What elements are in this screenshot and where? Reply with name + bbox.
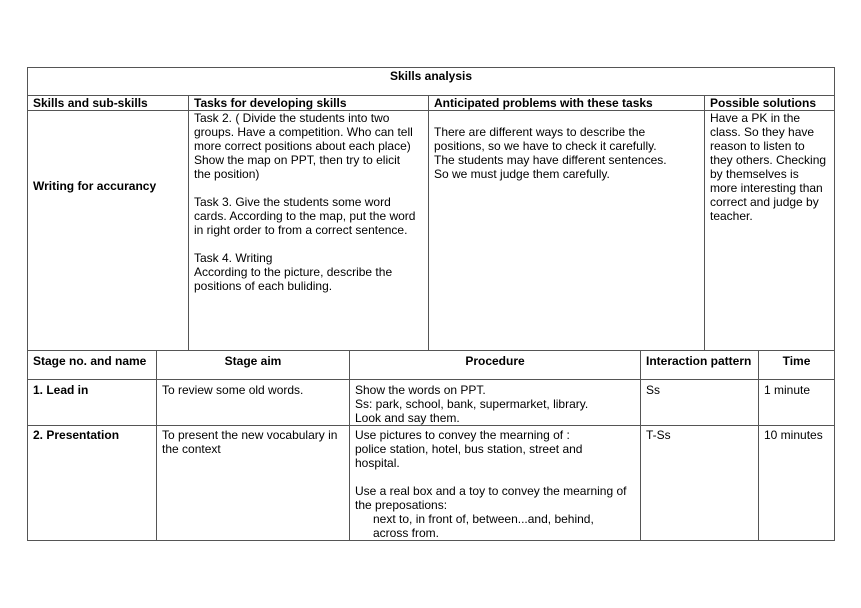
problems-cell bbox=[429, 111, 705, 351]
skills-analysis-title: Skills analysis bbox=[28, 68, 835, 96]
stage-name: 1. Lead in bbox=[28, 380, 157, 426]
task2-line: the position) bbox=[194, 167, 260, 181]
table-row bbox=[28, 380, 835, 426]
problem-line: positions, so we have to check it carefully. bbox=[434, 139, 657, 153]
stage-interaction: T-Ss bbox=[641, 426, 759, 541]
solution-line: by themselves is bbox=[710, 167, 799, 181]
procedure-line: across from. bbox=[373, 526, 440, 540]
stage-header-procedure: Procedure bbox=[350, 351, 641, 380]
stage-header-time: Time bbox=[759, 351, 835, 380]
stage-header-aim: Stage aim bbox=[157, 351, 350, 380]
task2-line: Task 2. ( Divide the students into two bbox=[194, 111, 390, 125]
stage-header-interaction: Interaction pattern bbox=[641, 351, 759, 380]
aim-line: To review some old words. bbox=[162, 383, 304, 397]
solution-line: they others. Checking bbox=[710, 153, 827, 167]
procedure-line: police station, hotel, bus station, street and bbox=[355, 442, 583, 456]
problem-line: The students may have different sentences. bbox=[434, 153, 667, 167]
task3-line: cards. According to the map, put the word bbox=[194, 209, 416, 223]
aim-line: To present the new vocabulary in bbox=[162, 428, 338, 442]
header-tasks: Tasks for developing skills bbox=[189, 96, 429, 111]
stage-name: 2. Presentation bbox=[28, 426, 157, 541]
stage-header-name: Stage no. and name bbox=[28, 351, 157, 380]
skills-analysis-table bbox=[27, 67, 835, 351]
procedure-line: Look and say them. bbox=[355, 411, 460, 425]
solutions-cell bbox=[705, 111, 835, 351]
problem-line: So we must judge them carefully. bbox=[434, 167, 610, 181]
solution-line: reason to listen to bbox=[710, 139, 805, 153]
header-solutions: Possible solutions bbox=[705, 96, 835, 111]
table-row bbox=[28, 426, 835, 541]
header-skills: Skills and sub-skills bbox=[28, 96, 189, 111]
task4-line: According to the picture, describe the bbox=[194, 265, 393, 279]
procedure-line: Use a real box and a toy to convey the mearning of bbox=[355, 484, 627, 498]
task2-line: groups. Have a competition. Who can tell bbox=[194, 125, 413, 139]
procedure-line: hospital. bbox=[355, 456, 400, 470]
task4-line: positions of each buliding. bbox=[194, 279, 333, 293]
procedure-line: Ss: park, school, bank, supermarket, library. bbox=[355, 397, 589, 411]
problem-line: There are different ways to describe the bbox=[434, 125, 646, 139]
solution-line: teacher. bbox=[710, 209, 753, 223]
stage-procedure bbox=[350, 426, 641, 541]
procedure-line: next to, in front of, between...and, behind, bbox=[373, 512, 594, 526]
procedure-line: Show the words on PPT. bbox=[355, 383, 486, 397]
skill-name: Writing for accurancy bbox=[33, 179, 157, 193]
aim-line: the context bbox=[162, 442, 221, 456]
task3-line: Task 3. Give the students some word bbox=[194, 195, 391, 209]
task4-line: Task 4. Writing bbox=[194, 251, 273, 265]
stage-aim bbox=[157, 380, 350, 426]
stages-table bbox=[27, 350, 835, 541]
stage-time: 1 minute bbox=[759, 380, 835, 426]
header-problems: Anticipated problems with these tasks bbox=[429, 96, 705, 111]
task2-line: Show the map on PPT, then try to elicit bbox=[194, 153, 401, 167]
task3-line: in right order to from a correct sentence. bbox=[194, 223, 408, 237]
tasks-cell bbox=[189, 111, 429, 351]
solution-line: more interesting than bbox=[710, 181, 823, 195]
stage-aim bbox=[157, 426, 350, 541]
stage-procedure bbox=[350, 380, 641, 426]
solution-line: class. So they have bbox=[710, 125, 815, 139]
solution-line: Have a PK in the bbox=[710, 111, 801, 125]
procedure-line: Use pictures to convey the mearning of : bbox=[355, 428, 570, 442]
solution-line: correct and judge by bbox=[710, 195, 819, 209]
task2-line: more correct positions about each place) bbox=[194, 139, 411, 153]
stage-time: 10 minutes bbox=[759, 426, 835, 541]
stage-interaction: Ss bbox=[641, 380, 759, 426]
procedure-line: the preposations: bbox=[355, 498, 448, 512]
skill-name-cell bbox=[28, 111, 189, 351]
